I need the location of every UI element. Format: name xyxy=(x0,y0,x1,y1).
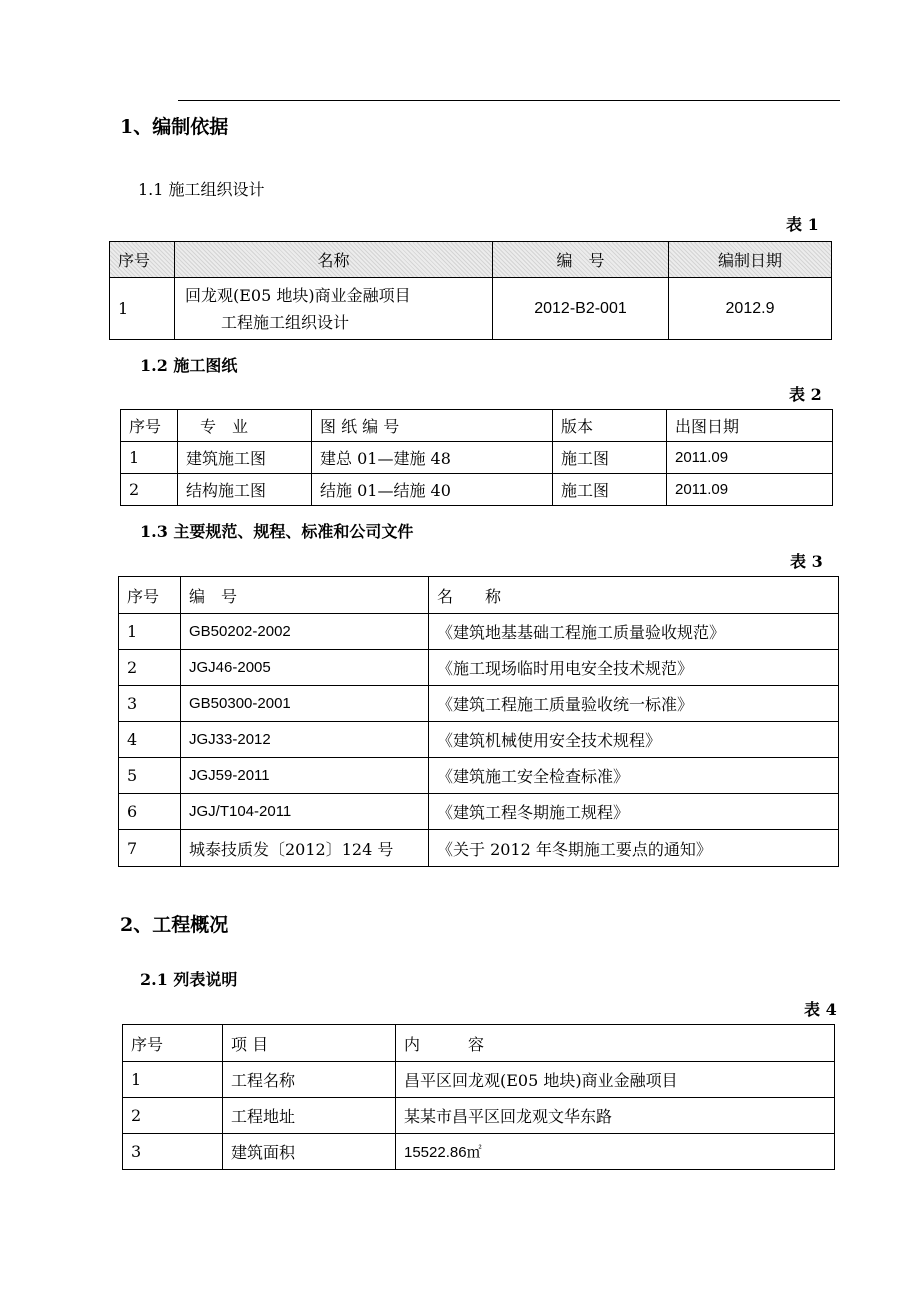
table-header-cell: 名称 xyxy=(175,242,493,278)
table-cell: 建筑面积 xyxy=(223,1134,396,1170)
table-cell: 城泰技质发〔2012〕124 号 xyxy=(181,830,429,867)
table-header-cell: 专 业 xyxy=(178,410,312,442)
table-header-cell: 版本 xyxy=(553,410,667,442)
table-cell: 2 xyxy=(121,474,178,506)
table-cell: JGJ59-2011 xyxy=(181,758,429,794)
s21-heading: 2.1 列表说明 xyxy=(140,970,238,989)
table-cell: 《关于 2012 年冬期施工要点的通知》 xyxy=(429,830,839,867)
table-cell: 建筑施工图 xyxy=(178,442,312,474)
s11-heading: 1.1 施工组织设计 xyxy=(138,180,265,199)
table-cell: 6 xyxy=(119,794,181,830)
table-cell: 工程地址 xyxy=(223,1098,396,1134)
table-cell: 《建筑机械使用安全技术规程》 xyxy=(429,722,839,758)
table-cell: 《建筑工程施工质量验收统一标准》 xyxy=(429,686,839,722)
table-header-row xyxy=(110,242,832,278)
table-cell: 建总 01—建施 48 xyxy=(312,442,553,474)
table-header-cell: 序号 xyxy=(119,577,181,614)
table-header-cell: 出图日期 xyxy=(667,410,833,442)
table-row xyxy=(119,650,839,686)
s12-table-label: 表 2 xyxy=(789,385,822,404)
table-cell: 2011.09 xyxy=(667,474,833,506)
s13-heading: 1.3 主要规范、规程、标准和公司文件 xyxy=(140,522,414,541)
table-header-cell: 序号 xyxy=(110,242,175,278)
table-row xyxy=(119,722,839,758)
table-cell: 工程名称 xyxy=(223,1062,396,1098)
table-cell: 15522.86㎡ xyxy=(396,1134,835,1170)
table-header-cell: 项 目 xyxy=(223,1025,396,1062)
s12-heading: 1.2 施工图纸 xyxy=(140,356,238,375)
table-cell: 2011.09 xyxy=(667,442,833,474)
table-row xyxy=(121,474,833,506)
table-row xyxy=(121,442,833,474)
table-cell: 5 xyxy=(119,758,181,794)
table-3 xyxy=(118,576,839,867)
table-header-row xyxy=(119,577,839,614)
s13-table-label: 表 3 xyxy=(790,552,823,571)
table-cell: 《施工现场临时用电安全技术规范》 xyxy=(429,650,839,686)
table-header-cell: 名 称 xyxy=(429,577,839,614)
table-cell: 《建筑地基基础工程施工质量验收规范》 xyxy=(429,614,839,650)
table-header-cell: 编 号 xyxy=(181,577,429,614)
table-cell: 某某市昌平区回龙观文华东路 xyxy=(396,1098,835,1134)
table-cell: 昌平区回龙观(E05 地块)商业金融项目 xyxy=(396,1062,835,1098)
table-header-row xyxy=(121,410,833,442)
table-header-cell: 编制日期 xyxy=(669,242,832,278)
table-cell: 2012.9 xyxy=(669,278,832,340)
section1-heading: 1、编制依据 xyxy=(120,116,229,138)
table-cell: 结构施工图 xyxy=(178,474,312,506)
table-header-cell: 图 纸 编 号 xyxy=(312,410,553,442)
table-row xyxy=(123,1062,835,1098)
table-cell: 1 xyxy=(110,278,175,340)
name-line-2: 工程施工组织设计 xyxy=(221,312,350,332)
table-cell: 2012-B2-001 xyxy=(493,278,669,340)
table-row xyxy=(123,1134,835,1170)
table-cell: 2 xyxy=(123,1098,223,1134)
table-header-cell: 序号 xyxy=(123,1025,223,1062)
s21-table-label: 表 4 xyxy=(804,1000,837,1019)
table-cell: 结施 01—结施 40 xyxy=(312,474,553,506)
table-cell: JGJ33-2012 xyxy=(181,722,429,758)
table-header-cell: 编 号 xyxy=(493,242,669,278)
table-row xyxy=(119,794,839,830)
table-cell: 1 xyxy=(123,1062,223,1098)
table-cell: 施工图 xyxy=(553,442,667,474)
table-cell: 1 xyxy=(119,614,181,650)
table-row xyxy=(110,278,832,340)
table-cell: 2 xyxy=(119,650,181,686)
table-cell: 《建筑工程冬期施工规程》 xyxy=(429,794,839,830)
header-rule xyxy=(178,100,840,101)
table-1 xyxy=(109,241,832,340)
table-cell-name xyxy=(175,278,493,340)
table-cell: 3 xyxy=(123,1134,223,1170)
table-cell: GB50202-2002 xyxy=(181,614,429,650)
table-row xyxy=(119,614,839,650)
table-cell: 7 xyxy=(119,830,181,867)
table-header-row xyxy=(123,1025,835,1062)
table-cell: 《建筑施工安全检查标准》 xyxy=(429,758,839,794)
table-2 xyxy=(120,409,833,506)
table-cell: 3 xyxy=(119,686,181,722)
s11-table-label: 表 1 xyxy=(786,215,819,234)
table-row xyxy=(119,686,839,722)
table-row xyxy=(119,830,839,867)
section2-heading: 2、工程概况 xyxy=(120,914,229,936)
table-cell: 施工图 xyxy=(553,474,667,506)
table-cell: 4 xyxy=(119,722,181,758)
table-cell: JGJ/T104-2011 xyxy=(181,794,429,830)
table-cell: 1 xyxy=(121,442,178,474)
table-cell: GB50300-2001 xyxy=(181,686,429,722)
table-header-cell: 序号 xyxy=(121,410,178,442)
table-header-cell: 内 容 xyxy=(396,1025,835,1062)
name-line-1: 回龙观(E05 地块)商业金融项目 xyxy=(185,285,411,305)
table-row xyxy=(123,1098,835,1134)
table-cell: JGJ46-2005 xyxy=(181,650,429,686)
table-row xyxy=(119,758,839,794)
table-4 xyxy=(122,1024,835,1170)
